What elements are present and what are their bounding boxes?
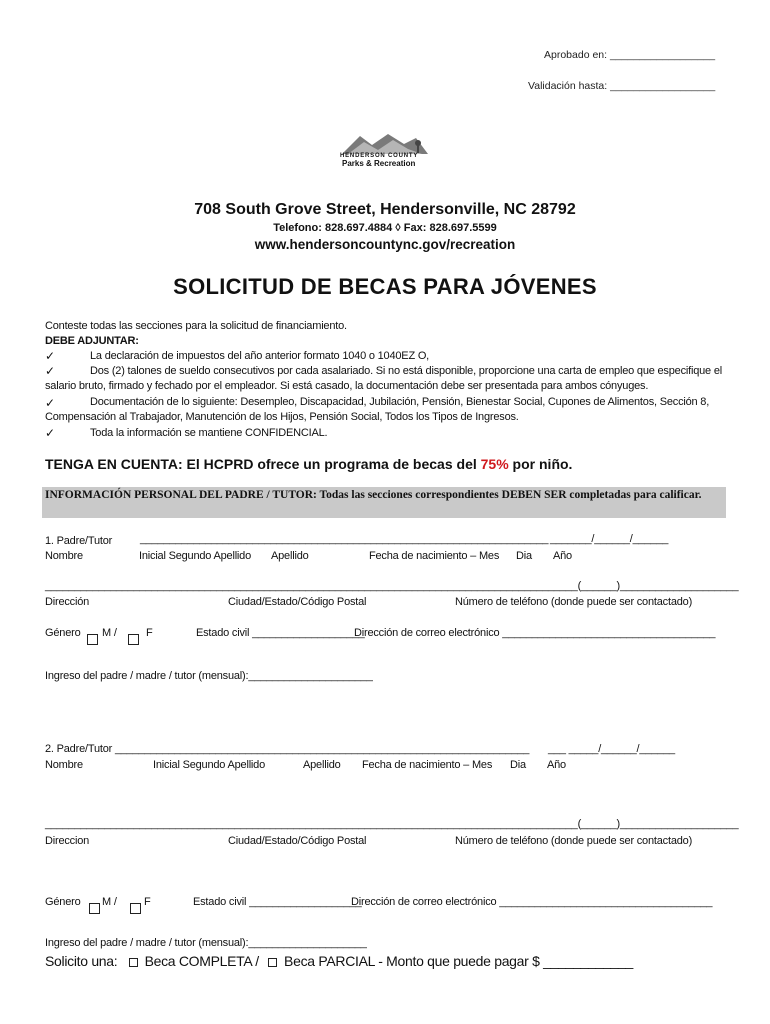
- parent2-email-field[interactable]: Dirección de correo electrónico ____________________________________: [351, 896, 713, 908]
- parent1-f-label: F: [146, 627, 153, 639]
- parent1-label: 1. Padre/Tutor: [45, 535, 113, 547]
- scholarship-note: [45, 456, 572, 472]
- parent1-dia-label: Dia: [516, 550, 532, 562]
- parent1-m-label: M /: [102, 627, 117, 639]
- parent1-telefono-label: Número de teléfono (donde puede ser contactado): [455, 596, 693, 608]
- parent2-inicial-label: Inicial Segundo Apellido: [153, 759, 266, 771]
- section-band-text: INFORMACIÓN PERSONAL DEL PADRE / TUTOR: Todas las secciones correspondientes DEBEN SER completadas para calificar.: [45, 489, 702, 501]
- parent2-genero-label: Género: [45, 896, 81, 908]
- check-mark-icon: ✓: [45, 426, 56, 440]
- parent1-male-checkbox[interactable]: [87, 634, 98, 645]
- henderson-county-logo: [338, 132, 432, 172]
- instruction-item-4: Toda la información se mantiene CONFIDENCIAL.: [90, 427, 328, 439]
- check-mark-icon: ✓: [45, 364, 56, 378]
- website: www.hendersoncountync.gov/recreation: [254, 237, 516, 252]
- logo-line2: Parks & Recreation: [342, 159, 416, 168]
- parent2-ciudad-label: Ciudad/Estado/Código Postal: [228, 835, 367, 847]
- parent1-female-checkbox[interactable]: [128, 634, 139, 645]
- instruction-item-3a: Documentación de lo siguiente: Desempleo, Discapacidad, Jubilación, Pensión, Bienestar Social, Cupones de Alimentos, Sección 8,: [90, 396, 710, 408]
- parent2-income-field[interactable]: Ingreso del padre / madre / tutor (mensual):____________________: [45, 937, 367, 949]
- instructions-intro: Conteste todas las secciones para la solicitud de financiamiento.: [45, 320, 347, 332]
- parent2-male-checkbox[interactable]: [89, 903, 100, 914]
- check-mark-icon: ✓: [45, 396, 56, 410]
- parent1-direccion-label: Dirección: [45, 596, 90, 608]
- parent2-telefono-label: Número de teléfono (donde puede ser contactado): [455, 835, 693, 847]
- phone-fax: Telefono: 828.697.4884 ◊ Fax: 828.697.5599: [273, 222, 497, 234]
- parent2-m-label: M /: [102, 896, 117, 908]
- parent2-female-checkbox[interactable]: [130, 903, 141, 914]
- parent1-income-field[interactable]: Ingreso del padre / madre / tutor (mensual):_____________________: [45, 670, 373, 682]
- full-scholarship-checkbox[interactable]: [129, 958, 138, 967]
- instruction-item-2a: Dos (2) talones de sueldo consecutivos por cada asalariado. Si no está disponible, proporcione una carta de empleo que especifique el: [90, 365, 722, 377]
- parent1-fecha-label: Fecha de nacimiento – Mes: [369, 550, 500, 562]
- parent2-f-label: F: [144, 896, 151, 908]
- instruction-item-3b: Compensación al Trabajador, Manutención de los Hijos, Pensión Social, Todos los Tipos de Ingresos.: [45, 411, 519, 423]
- parent2-estado-civil-field[interactable]: Estado civil ___________________: [193, 896, 362, 908]
- parent1-address-input[interactable]: __________________________________________________________________________________________(______)____________________: [45, 580, 739, 592]
- parent2-fecha-label: Fecha de nacimiento – Mes: [362, 759, 493, 771]
- parent1-nombre-label: Nombre: [45, 550, 83, 562]
- note-prefix: TENGA EN CUENTA: El HCPRD ofrece un programa de becas del: [45, 456, 481, 472]
- instruction-item-2b: salario bruto, firmado y fechado por el empleador. Si está casado, la documentación debe ser presentada para ambos cónyuges.: [45, 380, 649, 392]
- approved-on-field: Aprobado en: __________________: [544, 49, 716, 61]
- street-address: 708 South Grove Street, Hendersonville, NC 28792: [194, 201, 576, 218]
- scholarship-request-line: [45, 953, 633, 969]
- parent1-estado-civil-field[interactable]: Estado civil ___________________: [196, 627, 365, 639]
- parent1-inicial-label: Inicial Segundo Apellido: [139, 550, 252, 562]
- note-percent: 75%: [480, 456, 509, 472]
- parent1-ciudad-label: Ciudad/Estado/Código Postal: [228, 596, 367, 608]
- parent1-genero-label: Género: [45, 627, 81, 639]
- note-suffix: por niño.: [508, 456, 573, 472]
- parent1-apellido-label: Apellido: [271, 550, 309, 562]
- parent2-dob-input[interactable]: ___ _____/______/______: [548, 743, 675, 755]
- partial-scholarship-label[interactable]: Beca PARCIAL - Monto que puede pagar $ ____________: [284, 953, 634, 969]
- parent1-email-field[interactable]: Dirección de correo electrónico ____________________________________: [354, 627, 716, 639]
- parent1-ano-label: Año: [553, 550, 572, 562]
- parent2-address-input[interactable]: __________________________________________________________________________________________(______)____________________: [45, 818, 739, 830]
- request-label: Solicito una:: [45, 953, 118, 969]
- instruction-item-1: La declaración de impuestos del año anterior formato 1040 o 1040EZ O,: [90, 350, 430, 362]
- valid-until-field: Validación hasta: __________________: [528, 80, 716, 92]
- parent2-dia-label: Dia: [510, 759, 526, 771]
- must-attach-heading: DEBE ADJUNTAR:: [45, 335, 139, 347]
- parent2-ano-label: Año: [547, 759, 566, 771]
- parent2-nombre-label: Nombre: [45, 759, 83, 771]
- logo-line1: HENDERSON COUNTY: [340, 153, 419, 159]
- page-title: SOLICITUD DE BECAS PARA JÓVENES: [173, 274, 597, 299]
- parent2-apellido-label: Apellido: [303, 759, 341, 771]
- parent2-direccion-label: Direccion: [45, 835, 90, 847]
- parent1-dob-input[interactable]: _______/______/______: [550, 533, 669, 545]
- parent1-name-input[interactable]: _____________________________________________________________________: [140, 533, 549, 545]
- partial-scholarship-checkbox[interactable]: [268, 958, 277, 967]
- full-scholarship-label: Beca COMPLETA /: [144, 953, 259, 969]
- parent2-name-input[interactable]: 2. Padre/Tutor ______________________________________________________________________: [45, 743, 530, 755]
- check-mark-icon: ✓: [45, 349, 56, 363]
